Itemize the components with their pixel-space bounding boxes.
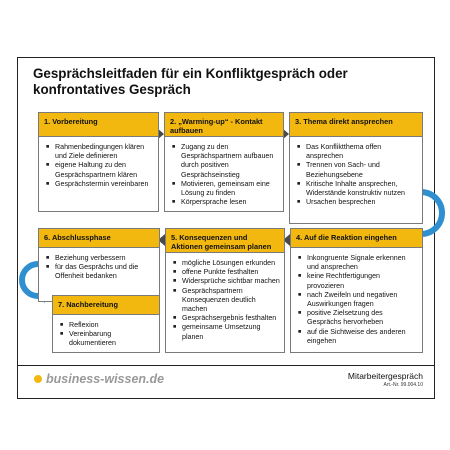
list-item: ■ Widersprüche sichtbar machen xyxy=(173,277,280,286)
list-item: ■ auf die Sichtweise des anderen eingehen xyxy=(298,328,418,346)
list-item: ■ Motivieren, gemeinsam eine Lösung zu finden xyxy=(172,180,279,198)
list-item: ■ positive Zielsetzung des Gesprächs hervorheben xyxy=(298,309,418,327)
step-header-1: 1. Vorbereitung xyxy=(39,113,158,137)
step-list-4 xyxy=(291,248,422,346)
step-list-2 xyxy=(165,137,283,207)
list-item: ■ nach Zweifeln und negativen Auswirkungen fragen xyxy=(298,291,418,309)
list-item: ■ Gesprächspartnern Konsequenzen deutlich machen xyxy=(173,287,280,315)
list-item: ■ Kritische Inhalte ansprechen, Widerstände konstruktiv nutzen xyxy=(297,180,418,198)
step-header-7: 7. Nachbereitung xyxy=(53,296,159,315)
list-item: ■ gemeinsame Umsetzung planen xyxy=(173,323,280,341)
document-title: Mitarbeitergespräch xyxy=(347,371,423,381)
step-list-5 xyxy=(166,253,284,342)
list-item: ■ Vereinbarung dokumentieren xyxy=(60,330,155,348)
list-item: ■ Das Konfliktthema offen ansprechen xyxy=(297,143,418,161)
list-item: ■ Zugang zu den Gesprächspartnern aufbauen durch positiven Gesprächseinstieg xyxy=(172,143,279,180)
list-item: ■ Beziehung verbessern xyxy=(46,254,155,263)
step-box-4 xyxy=(290,228,423,353)
list-item: ■ Ursachen besprechen xyxy=(297,198,418,207)
step-list-7 xyxy=(53,315,159,349)
arrow-3-to-4 xyxy=(421,192,442,234)
brand-logo xyxy=(34,372,164,386)
step-list-6 xyxy=(39,248,159,282)
list-item: ■ mögliche Lösungen erkunden xyxy=(173,259,280,268)
arrow-6-to-7 xyxy=(22,264,38,296)
step-list-3 xyxy=(290,137,422,207)
list-item: ■ Körpersprache lesen xyxy=(172,198,279,207)
step-header-6: 6. Abschlussphase xyxy=(39,229,159,248)
article-number: Art.-Nr. 99.004.10 xyxy=(383,382,423,388)
list-item: ■ keine Rechtfertigungen provozieren xyxy=(298,272,418,290)
logo-dot-icon xyxy=(34,375,42,383)
step-list-1 xyxy=(39,137,158,189)
step-box-3 xyxy=(289,112,423,224)
list-item: ■ Inkongruente Signale erkennen und ansprechen xyxy=(298,254,418,272)
list-item: ■ für das Gesprächs und die Offenheit bedanken xyxy=(46,263,155,281)
step-box-1 xyxy=(38,112,159,212)
list-item: ■ Reflexion xyxy=(60,321,155,330)
step-header-5: 5. Konsequenzen und Aktionen gemeinsam planen xyxy=(166,229,284,253)
list-item: ■ offene Punkte festhalten xyxy=(173,268,280,277)
step-box-5 xyxy=(165,228,285,353)
list-item: ■ Gesprächstermin vereinbaren xyxy=(46,180,154,189)
step-header-3: 3. Thema direkt ansprechen xyxy=(290,113,422,137)
list-item: ■ eigene Haltung zu den Gesprächspartnern klären xyxy=(46,161,154,179)
footer-divider xyxy=(17,365,435,366)
logo-text: business-wissen.de xyxy=(46,372,165,386)
step-header-4: 4. Auf die Reaktion eingehen xyxy=(291,229,422,248)
page-title: Gesprächsleitfaden für ein Konfliktgespräch oder konfrontatives Gespräch xyxy=(33,66,348,97)
list-item: ■ Trennen von Sach- und Beziehungsebene xyxy=(297,161,418,179)
list-item: ■ Gesprächsergebnis festhalten xyxy=(173,314,280,323)
step-box-7 xyxy=(52,295,160,353)
list-item: ■ Rahmenbedingungen klären und Ziele definieren xyxy=(46,143,154,161)
step-header-2: 2. „Warming-up“ - Kontakt aufbauen xyxy=(165,113,283,137)
step-box-2 xyxy=(164,112,284,212)
step-box-6 xyxy=(38,228,160,302)
